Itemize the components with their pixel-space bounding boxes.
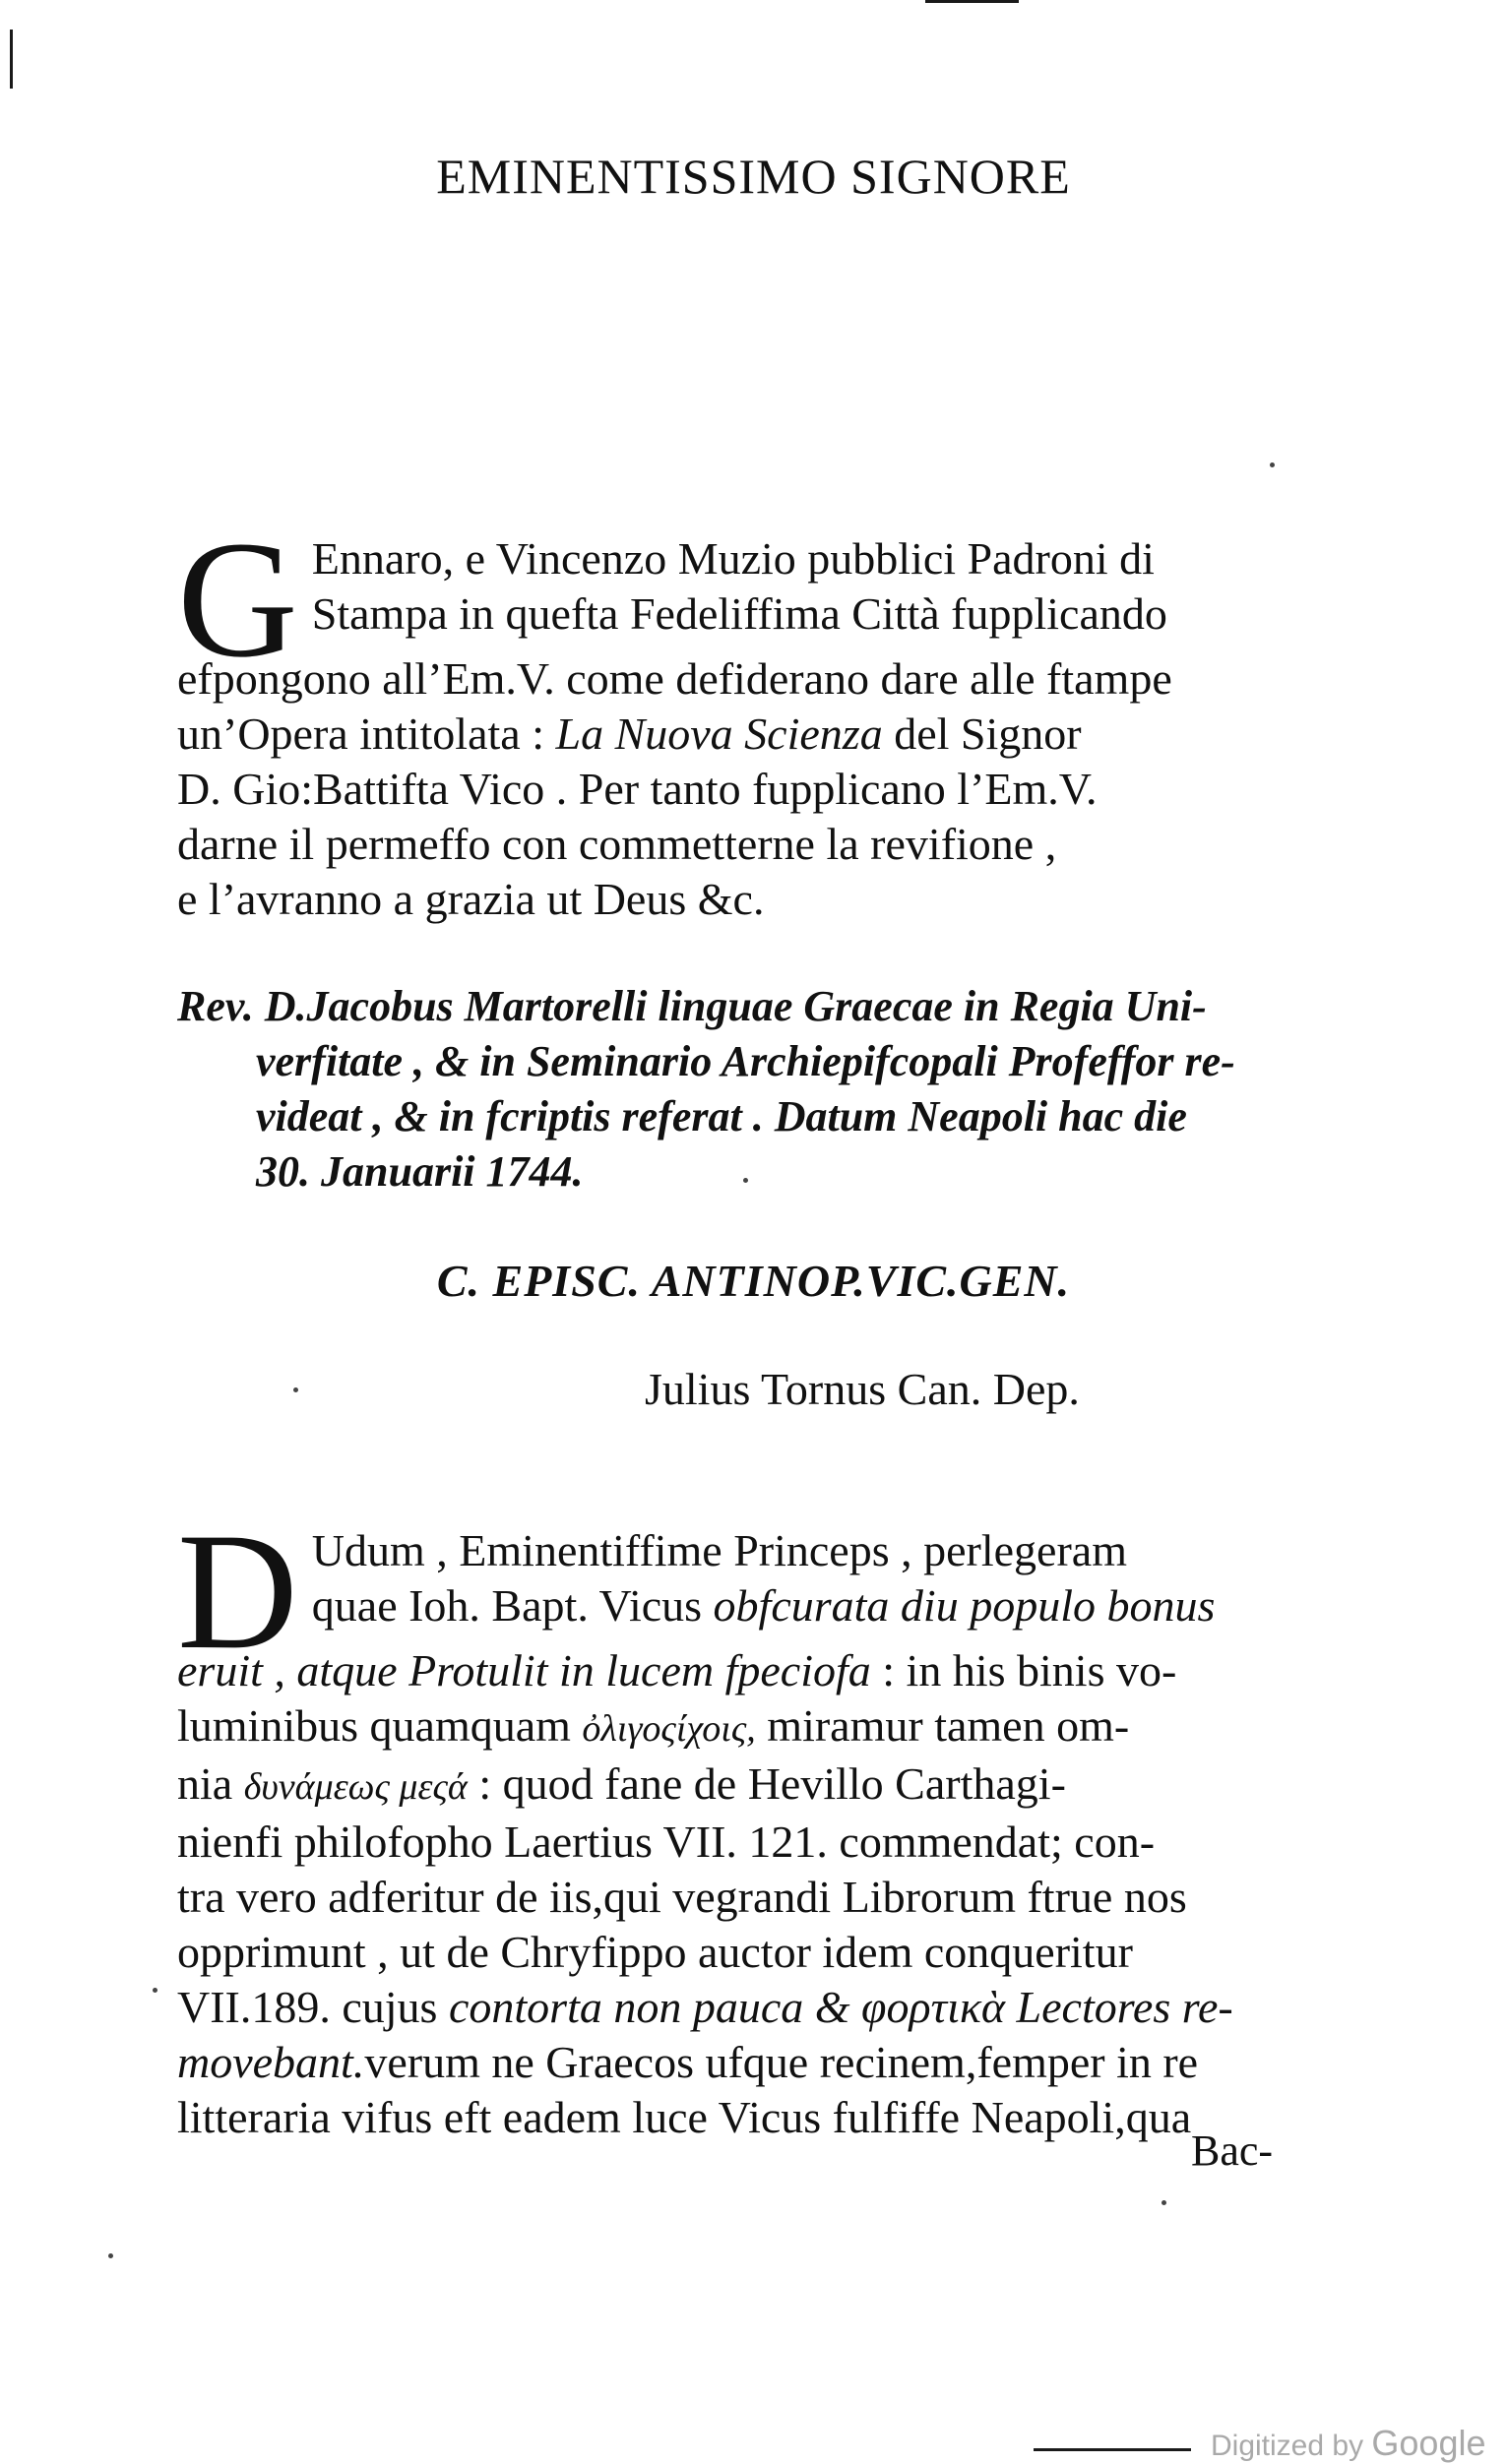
watermark-prefix: Digitized by [1211,2430,1372,2462]
censura-line-9-a: VII.189. cujus [177,1982,449,2032]
deputy-signature: Julius Tornus Can. Dep. [645,1364,1080,1414]
petition-line-2: Stampa in quefta Fedeliffima Città fupplicando [311,588,1167,639]
greek-dynameos-mesta: δυνάμεως μεςά [243,1766,468,1808]
petition-line-3: efpongono all’Em.V. come defiderano dare alle ftampe [177,653,1172,704]
censura-line-10-b: verum ne Graecos ufque recinem,femper in re [364,2037,1199,2087]
censura-line-5-b: : quod fane de Hevillo Carthagi- [467,1758,1066,1809]
speck-4 [153,1988,157,1993]
drop-cap-d: D [177,1499,298,1684]
page-heading: EMINENTISSIMO SIGNORE [436,149,1071,204]
catchword: Bac- [1191,2126,1274,2175]
censura-line-3 [177,1643,1319,1698]
censura-line-1: Udum , Eminentiffime Princeps , perlegeram [311,1525,1127,1575]
vicar-signature: C. EPISC. ANTINOP.VIC.GEN. [436,1256,1071,1306]
censura-line-6: nienfi philofopho Laertius VII. 121. commendat; con- [177,1817,1156,1867]
censura-line-2 [177,1578,1319,1633]
book-title: La Nuova Scienza [555,708,883,759]
speck-3 [1270,462,1275,467]
censura-line-9 [177,1980,1319,2035]
censura-line-11: litteraria vifus eft eadem luce Vicus fulfiffe Neapoli,qua [177,2092,1192,2142]
decree-line-1: Rev. D.Jacobus Martorelli linguae Graecae in Regia Uni- [177,982,1207,1030]
scan-mark-left [10,30,13,89]
censura-line-4 [177,1698,1319,1756]
censura-line-8: opprimunt , ut de Chryfippo auctor idem conqueritur [177,1927,1133,1977]
petition-line-4-b: del Signor [882,708,1082,759]
censura-line-5-a: nia [177,1758,244,1809]
censura-paragraph [177,1499,1319,2145]
scan-mark-top [925,0,1019,3]
decree-line-2: verfitate , & in Seminario Archiepifcopali Profeffor re- [256,1037,1235,1085]
censura-line-4-b: miramur tamen om- [755,1700,1130,1751]
petition-line-7: e l’avranno a grazia ut Deus &c. [177,874,765,924]
censura-line-5 [177,1756,1319,1815]
censura-line-10 [177,2035,1319,2090]
speck-2 [743,1178,748,1183]
censura-line-3-b: : in his binis vo- [870,1645,1177,1695]
censura-line-4-a: luminibus quamquam [177,1700,583,1751]
petition-line-1: Ennaro, e Vincenzo Muzio pubblici Padroni di [311,533,1155,584]
censura-line-2-a: quae Ioh. Bapt. Vicus [311,1580,714,1631]
speck-1 [293,1387,298,1392]
drop-cap-g: G [177,507,298,692]
petition-line-4-a: un’Opera intitolata : [177,708,556,759]
speck-5 [108,2253,113,2258]
censura-line-2-b: obfcurata diu populo bonus [713,1580,1216,1631]
decree-paragraph [177,979,1319,1200]
digitized-watermark [1211,2423,1486,2464]
censura-line-9-b: contorta non pauca & φορτικὰ Lectores re- [448,1982,1233,2032]
decree-line-3: videat , & in fcriptis referat . Datum Neapoli hac die [256,1092,1187,1140]
petition-line-6: darne il permeffo con commetterne la revifione , [177,819,1057,869]
scan-mark-bottom [1034,2448,1191,2451]
censura-line-7: tra vero adferitur de iis,qui vegrandi Librorum ftrue nos [177,1872,1187,1922]
petition-line-4 [177,707,1319,762]
petition-line-5: D. Gio:Battifta Vico . Per tanto fupplicano l’Em.V. [177,764,1098,814]
censura-line-3-a: eruit , atque Protulit in lucem fpeciofa [177,1645,871,1695]
speck-6 [1162,2200,1166,2205]
greek-oligostichois: ὀλιγοςίχοις, [582,1708,756,1750]
watermark-brand: Google [1371,2423,1486,2463]
censura-line-10-a: movebant. [177,2037,365,2087]
decree-line-4: 30. Januarii 1744. [256,1147,584,1196]
petition-paragraph [177,507,1319,927]
